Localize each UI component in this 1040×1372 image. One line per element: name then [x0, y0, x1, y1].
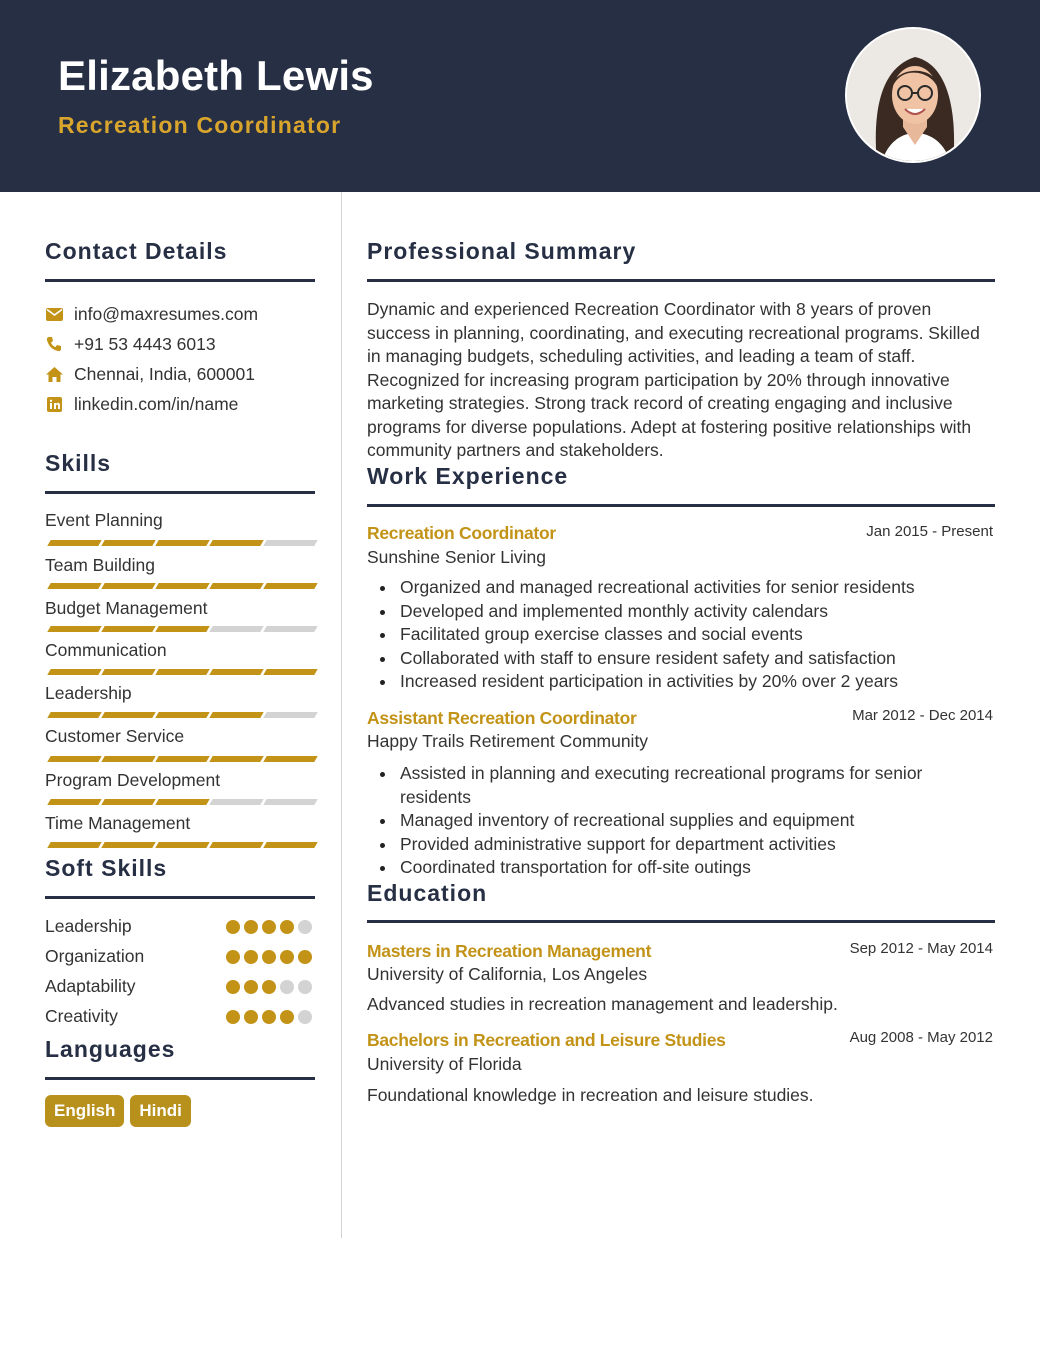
- skill-rating-bar: [45, 669, 315, 675]
- skill-segment-filled: [47, 712, 101, 718]
- skill-segment-filled: [155, 540, 209, 546]
- skill-segment-filled: [209, 540, 263, 546]
- contact-phone[interactable]: [45, 332, 216, 356]
- soft-skill-label: Adaptability: [45, 976, 136, 996]
- education-heading: Education: [367, 880, 488, 906]
- job-bullet: Increased resident participation in activities by 20% over 2 years: [367, 670, 967, 694]
- contact-linkedin-text: linkedin.com/in/name: [74, 393, 239, 414]
- rating-dot-filled: [244, 920, 258, 934]
- job-bullet: Facilitated group exercise classes and social events: [367, 623, 967, 647]
- job-organization: Sunshine Senior Living: [367, 547, 547, 567]
- rating-dot-filled: [226, 1010, 240, 1024]
- skill-segment-filled: [209, 756, 263, 762]
- skill-rating-bar: [45, 540, 315, 546]
- education-rule: [367, 920, 995, 923]
- resume-header: [0, 0, 1040, 192]
- home-icon: [45, 365, 63, 383]
- contact-heading: Contact Details: [45, 238, 228, 264]
- skill-segment-filled: [155, 756, 209, 762]
- job-bullet: Provided administrative support for department activities: [367, 833, 957, 857]
- skill-segment-filled: [47, 583, 101, 589]
- rating-dot-filled: [280, 950, 294, 964]
- job-bullet: Developed and implemented monthly activity calendars: [367, 600, 967, 624]
- contact-email[interactable]: [45, 302, 258, 326]
- skill-segment-filled: [155, 799, 209, 805]
- rating-dot-filled: [262, 920, 276, 934]
- job-dates: Jan 2015 - Present: [866, 523, 993, 540]
- rating-dot-filled: [244, 950, 258, 964]
- skill-label: Event Planning: [45, 510, 163, 530]
- soft-skill-rating: [226, 980, 312, 994]
- candidate-name: Elizabeth Lewis: [58, 52, 374, 99]
- skill-segment-filled: [101, 712, 155, 718]
- skill-segment-filled: [209, 842, 263, 848]
- rating-dot-filled: [280, 1010, 294, 1024]
- rating-dot-empty: [280, 980, 294, 994]
- skill-segment-filled: [101, 842, 155, 848]
- skill-segment-filled: [209, 583, 263, 589]
- skill-segment-filled: [101, 799, 155, 805]
- soft-skill-label: Creativity: [45, 1006, 118, 1026]
- contact-rule: [45, 279, 315, 282]
- soft-skill-rating: [226, 920, 312, 934]
- soft-skills-rule: [45, 896, 315, 899]
- skill-segment-filled: [47, 626, 101, 632]
- skill-label: Time Management: [45, 813, 191, 833]
- degree-dates: Sep 2012 - May 2014: [849, 940, 993, 957]
- skills-heading: Skills: [45, 450, 112, 476]
- skill-segment-empty: [209, 626, 263, 632]
- language-badges: [45, 1095, 191, 1127]
- job-dates: Mar 2012 - Dec 2014: [852, 707, 993, 724]
- rating-dot-filled: [244, 980, 258, 994]
- skill-segment-filled: [101, 669, 155, 675]
- skill-segment-filled: [47, 540, 101, 546]
- skill-segment-empty: [263, 626, 317, 632]
- skill-segment-filled: [47, 756, 101, 762]
- envelope-icon: [45, 305, 63, 323]
- skill-rating-bar: [45, 626, 315, 632]
- skill-segment-filled: [263, 756, 317, 762]
- rating-dot-filled: [226, 950, 240, 964]
- rating-dot-filled: [262, 980, 276, 994]
- soft-skill-rating: [226, 1010, 312, 1024]
- languages-rule: [45, 1077, 315, 1080]
- skill-segment-empty: [263, 540, 317, 546]
- skill-rating-bar: [45, 583, 315, 589]
- rating-dot-filled: [226, 920, 240, 934]
- contact-address: [45, 362, 255, 386]
- language-badge: English: [45, 1095, 124, 1127]
- skill-segment-filled: [47, 669, 101, 675]
- skills-rule: [45, 491, 315, 494]
- rating-dot-filled: [244, 1010, 258, 1024]
- rating-dot-empty: [298, 980, 312, 994]
- contact-phone-text: +91 53 4443 6013: [74, 333, 216, 354]
- rating-dot-empty: [298, 920, 312, 934]
- soft-skill-rating: [226, 950, 312, 964]
- job-title: Assistant Recreation Coordinator: [367, 708, 637, 728]
- skill-segment-filled: [155, 712, 209, 718]
- skill-rating-bar: [45, 799, 315, 805]
- languages-heading: Languages: [45, 1036, 176, 1062]
- contact-email-text: info@maxresumes.com: [74, 303, 259, 324]
- job-bullets: [367, 762, 957, 880]
- degree-description: Foundational knowledge in recreation and leisure studies.: [367, 1085, 814, 1105]
- rating-dot-filled: [298, 950, 312, 964]
- skill-label: Communication: [45, 640, 167, 660]
- school-name: University of Florida: [367, 1054, 522, 1074]
- skill-segment-filled: [101, 626, 155, 632]
- linkedin-icon: [45, 395, 63, 413]
- candidate-title: Recreation Coordinator: [58, 112, 342, 138]
- rating-dot-filled: [280, 920, 294, 934]
- job-bullet: Managed inventory of recreational supplies and equipment: [367, 809, 957, 833]
- skill-label: Team Building: [45, 555, 155, 575]
- skill-segment-filled: [209, 669, 263, 675]
- rating-dot-filled: [262, 950, 276, 964]
- skill-segment-filled: [101, 540, 155, 546]
- skill-label: Budget Management: [45, 598, 208, 618]
- skill-label: Customer Service: [45, 726, 185, 746]
- degree-dates: Aug 2008 - May 2012: [849, 1029, 993, 1046]
- contact-address-text: Chennai, India, 600001: [74, 363, 255, 384]
- rating-dot-filled: [226, 980, 240, 994]
- degree-title: Masters in Recreation Management: [367, 941, 652, 961]
- job-bullet: Coordinated transportation for off-site outings: [367, 856, 957, 880]
- skill-segment-empty: [209, 799, 263, 805]
- rating-dot-empty: [298, 1010, 312, 1024]
- skill-label: Leadership: [45, 683, 132, 703]
- summary-rule: [367, 279, 995, 282]
- skill-segment-filled: [101, 756, 155, 762]
- skill-segment-empty: [263, 799, 317, 805]
- rating-dot-filled: [262, 1010, 276, 1024]
- work-rule: [367, 504, 995, 507]
- job-bullet: Organized and managed recreational activities for senior residents: [367, 576, 967, 600]
- soft-skills-heading: Soft Skills: [45, 855, 168, 881]
- skill-segment-filled: [155, 842, 209, 848]
- skill-rating-bar: [45, 842, 315, 848]
- soft-skill-label: Leadership: [45, 916, 132, 936]
- portrait-illustration: [847, 29, 981, 163]
- skill-segment-filled: [47, 799, 101, 805]
- skill-segment-filled: [209, 712, 263, 718]
- contact-linkedin[interactable]: [45, 392, 238, 416]
- column-divider: [341, 192, 342, 1238]
- job-bullet: Assisted in planning and executing recreational programs for senior residents: [367, 762, 957, 809]
- skill-segment-filled: [263, 669, 317, 675]
- work-heading: Work Experience: [367, 463, 569, 489]
- degree-description: Advanced studies in recreation management and leadership.: [367, 994, 838, 1014]
- job-bullet: Collaborated with staff to ensure resident safety and satisfaction: [367, 647, 967, 671]
- skill-rating-bar: [45, 712, 315, 718]
- language-badge: Hindi: [130, 1095, 191, 1127]
- soft-skill-label: Organization: [45, 946, 145, 966]
- phone-icon: [45, 335, 63, 353]
- skill-segment-filled: [101, 583, 155, 589]
- skill-segment-empty: [263, 712, 317, 718]
- job-title: Recreation Coordinator: [367, 523, 556, 543]
- job-organization: Happy Trails Retirement Community: [367, 731, 649, 751]
- degree-title: Bachelors in Recreation and Leisure Studies: [367, 1030, 726, 1050]
- profile-photo: [845, 27, 981, 163]
- job-bullets: [367, 576, 967, 694]
- skill-segment-filled: [155, 626, 209, 632]
- skill-segment-filled: [47, 842, 101, 848]
- summary-text: Dynamic and experienced Recreation Coordinator with 8 years of proven success in planning, coordinating, and executing recreational programs. Skilled in managing budgets, scheduling activities, and leading a team of staff. Recognized for increasing program participation by 20% through innovative marketing strategies. Strong track record of creating engaging and inclusive programs for diverse populations. Adept at fostering positive relationships with community partners and stakeholders.: [367, 299, 980, 460]
- skill-segment-filled: [155, 669, 209, 675]
- skill-segment-filled: [263, 583, 317, 589]
- skill-segment-filled: [155, 583, 209, 589]
- skill-segment-filled: [263, 842, 317, 848]
- summary-heading: Professional Summary: [367, 238, 637, 264]
- skill-label: Program Development: [45, 770, 221, 790]
- skill-rating-bar: [45, 756, 315, 762]
- school-name: University of California, Los Angeles: [367, 964, 648, 984]
